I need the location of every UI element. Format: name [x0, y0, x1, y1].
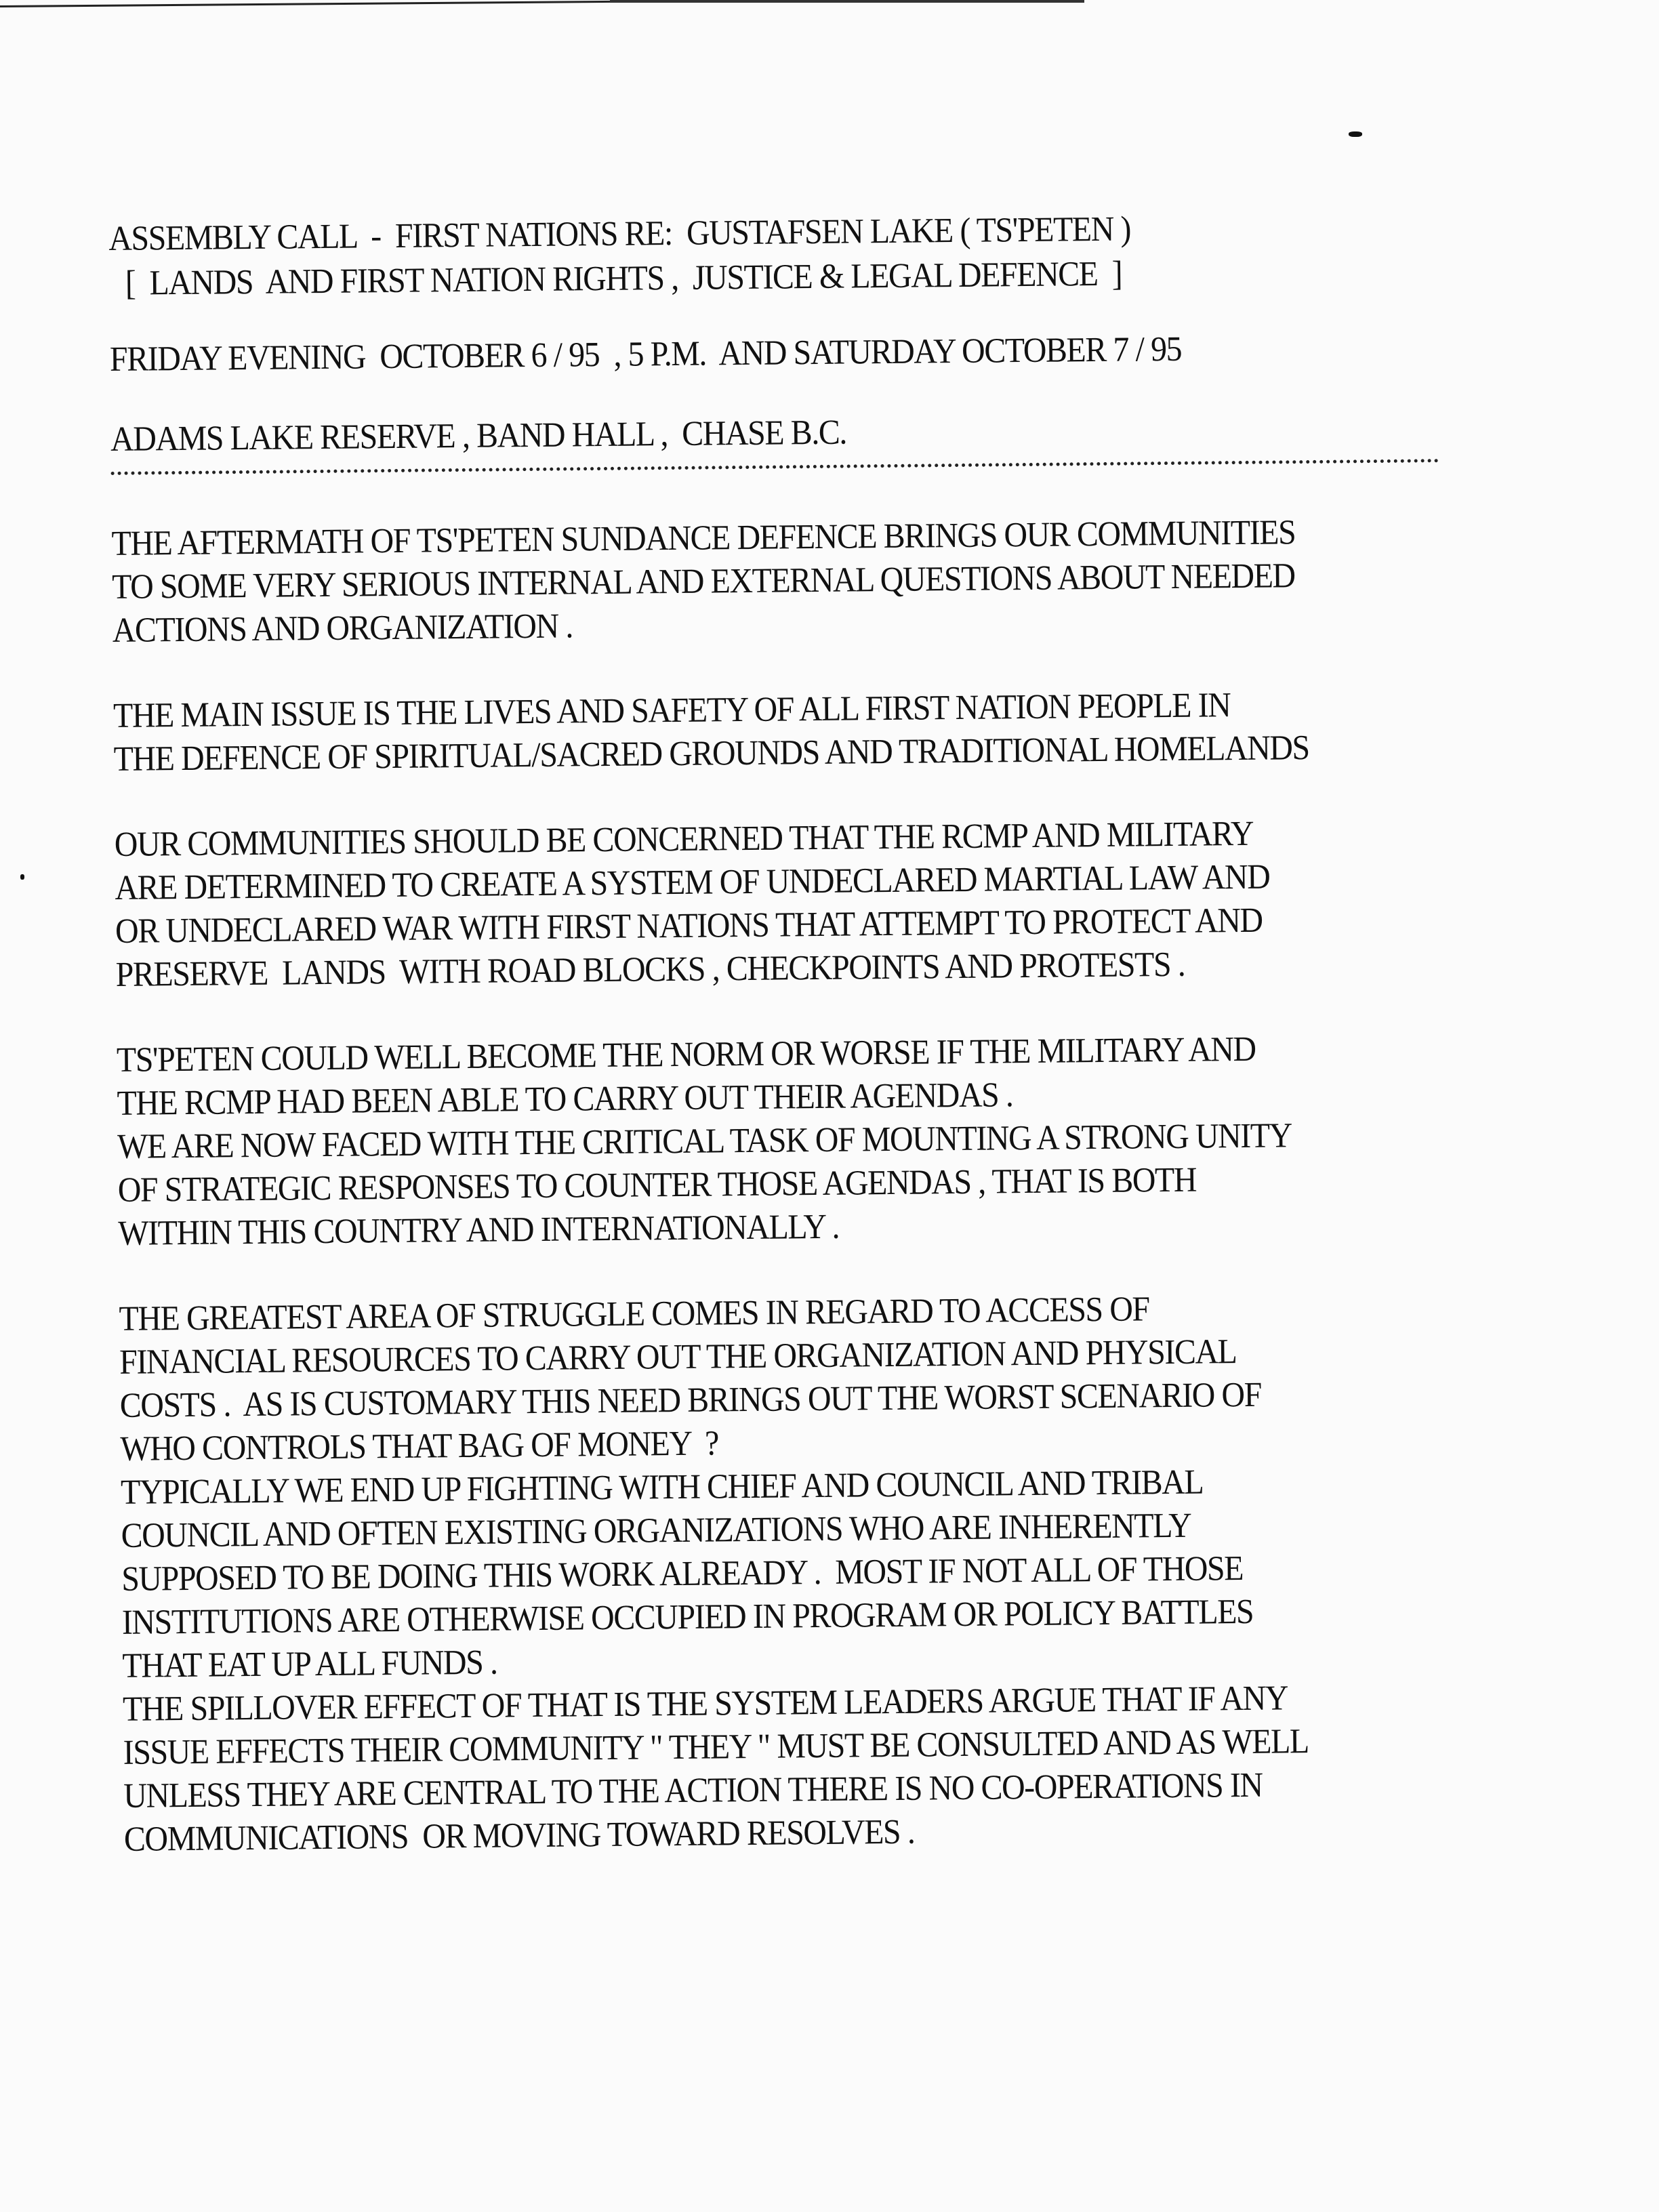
- paragraph-line: THAT EAT UP ALL FUNDS .: [122, 1643, 497, 1685]
- paragraph-line: COUNCIL AND OFTEN EXISTING ORGANIZATIONS WHO ARE INHERENTLY: [121, 1506, 1191, 1555]
- paragraph-line: WITHIN THIS COUNTRY AND INTERNATIONALLY .: [118, 1207, 840, 1253]
- paragraph-line: UNLESS THEY ARE CENTRAL TO THE ACTION THERE IS NO CO-OPERATIONS IN: [123, 1765, 1263, 1816]
- paragraph-line: THE SPILLOVER EFFECT OF THAT IS THE SYSTEM LEADERS ARGUE THAT IF ANY: [122, 1679, 1288, 1729]
- paragraph-line: OF STRATEGIC RESPONSES TO COUNTER THOSE AGENDAS , THAT IS BOTH: [117, 1160, 1197, 1210]
- paragraph-line: SUPPOSED TO BE DOING THIS WORK ALREADY . MOST IF NOT ALL OF THOSE: [121, 1549, 1244, 1599]
- ink-speck: [20, 874, 24, 880]
- document-header: [108, 203, 1546, 306]
- paragraph-line: ACTIONS AND ORGANIZATION .: [112, 607, 573, 650]
- paragraph-line: THE GREATEST AREA OF STRUGGLE COMES IN REGARD TO ACCESS OF: [119, 1290, 1149, 1338]
- title-line-2: [ LANDS AND FIRST NATION RIGHTS , JUSTICE & LEGAL DEFENCE ]: [125, 254, 1122, 303]
- event-date-line: FRIDAY EVENING OCTOBER 6 / 95 , 5 P.M. AND SATURDAY OCTOBER 7 / 95: [109, 329, 1182, 379]
- paragraph-line: THE DEFENCE OF SPIRITUAL/SACRED GROUNDS AND TRADITIONAL HOMELANDS: [113, 729, 1310, 779]
- paragraph-line: WE ARE NOW FACED WITH THE CRITICAL TASK OF MOUNTING A STRONG UNITY: [117, 1116, 1292, 1166]
- paragraph-line: ARE DETERMINED TO CREATE A SYSTEM OF UNDECLARED MARTIAL LAW AND: [115, 857, 1270, 907]
- paragraph-line: TYPICALLY WE END UP FIGHTING WITH CHIEF AND COUNCIL AND TRIBAL: [120, 1462, 1204, 1512]
- paragraph-greatest-struggle: [119, 1284, 1561, 1862]
- paragraph-aftermath: [111, 509, 1549, 653]
- event-location-line: ADAMS LAKE RESERVE , BAND HALL , CHASE B.C.: [110, 413, 847, 459]
- paragraph-line: WHO CONTROLS THAT BAG OF MONEY ?: [120, 1424, 719, 1469]
- ink-speck: [1349, 131, 1362, 137]
- page-top-edge-shadow: [610, 0, 1084, 3]
- title-line-1: ASSEMBLY CALL - FIRST NATIONS RE: GUSTAFSEN LAKE ( TS'PETEN ): [108, 209, 1131, 258]
- paragraph-line: COMMUNICATIONS OR MOVING TOWARD RESOLVES .: [123, 1812, 915, 1859]
- paragraph-line: INSTITUTIONS ARE OTHERWISE OCCUPIED IN PROGRAM OR POLICY BATTLES: [121, 1592, 1254, 1642]
- paragraph-line: OR UNDECLARED WAR WITH FIRST NATIONS THAT ATTEMPT TO PROTECT AND: [115, 901, 1263, 951]
- paragraph-line: COSTS . AS IS CUSTOMARY THIS NEED BRINGS OUT THE WORST SCENARIO OF: [119, 1375, 1262, 1425]
- paragraph-communities-concern: [115, 810, 1553, 997]
- paragraph-line: THE RCMP HAD BEEN ABLE TO CARRY OUT THEIR AGENDAS .: [117, 1076, 1013, 1123]
- paragraph-line: TS'PETEN COULD WELL BECOME THE NORM OR WORSE IF THE MILITARY AND: [116, 1029, 1256, 1080]
- paragraph-line: THE AFTERMATH OF TS'PETEN SUNDANCE DEFENCE BRINGS OUR COMMUNITIES: [111, 513, 1296, 563]
- document-body: [108, 203, 1561, 1904]
- paragraph-line: TO SOME VERY SERIOUS INTERNAL AND EXTERNAL QUESTIONS ABOUT NEEDED: [111, 556, 1295, 607]
- paragraph-line: THE MAIN ISSUE IS THE LIVES AND SAFETY OF ALL FIRST NATION PEOPLE IN: [112, 686, 1231, 735]
- paragraph-line: PRESERVE LANDS WITH ROAD BLOCKS , CHECKPOINTS AND PROTESTS .: [115, 945, 1185, 994]
- paragraph-tspeten-norm: [117, 1025, 1555, 1256]
- page-top-edge: [0, 0, 678, 7]
- paragraph-line: FINANCIAL RESOURCES TO CARRY OUT THE ORGANIZATION AND PHYSICAL: [119, 1332, 1237, 1382]
- paragraph-line: OUR COMMUNITIES SHOULD BE CONCERNED THAT THE RCMP AND MILITARY: [114, 814, 1254, 864]
- paragraph-main-issue: [113, 681, 1551, 781]
- paragraph-line: ISSUE EFFECTS THEIR COMMUNITY " THEY " MUST BE CONSULTED AND AS WELL: [123, 1722, 1309, 1772]
- dotted-divider: [111, 459, 1439, 475]
